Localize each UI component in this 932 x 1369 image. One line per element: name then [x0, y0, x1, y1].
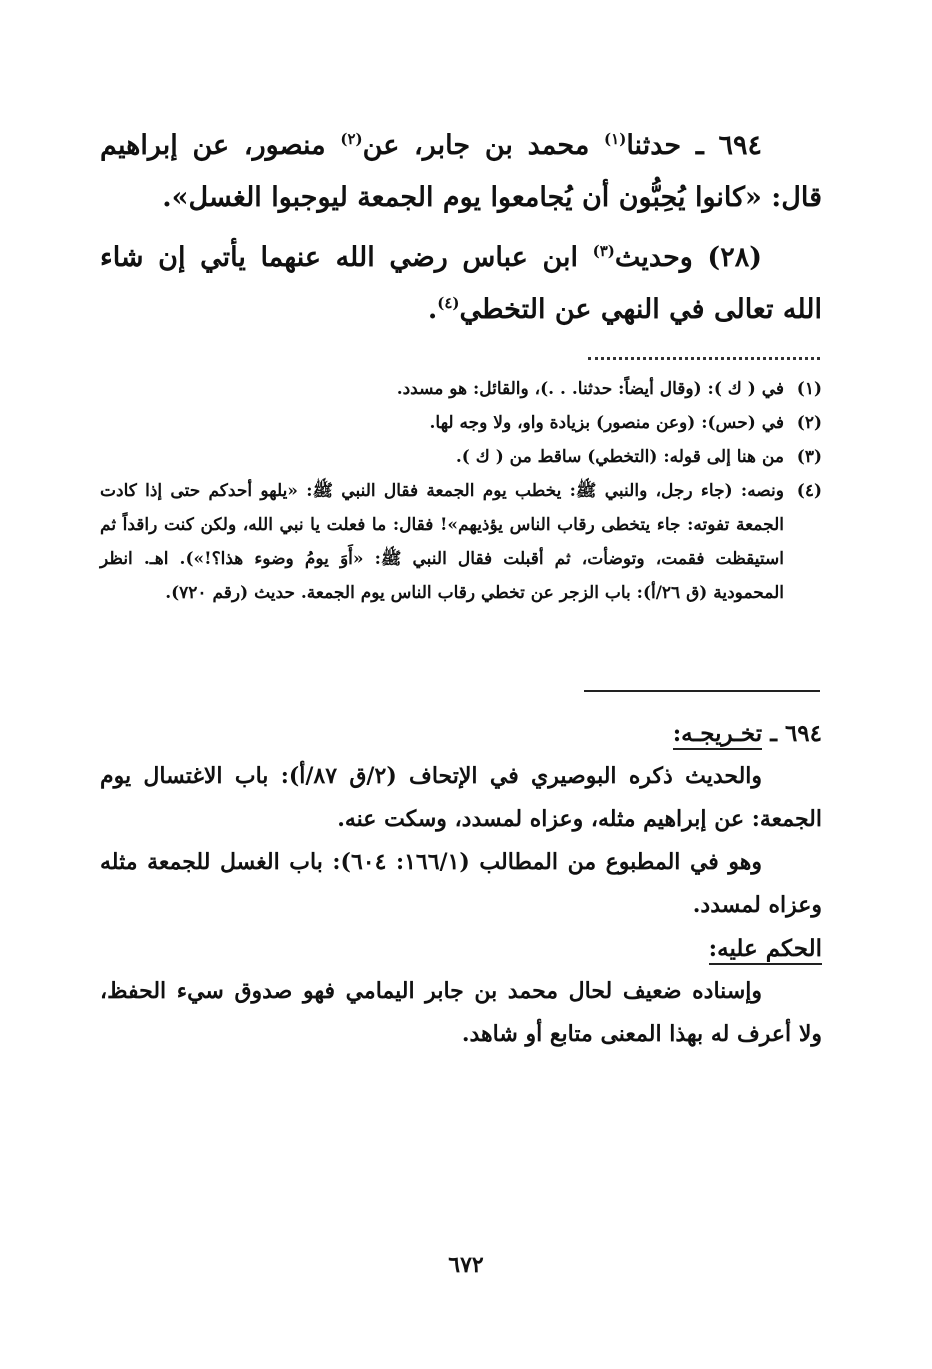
- cross-ref-text-a: (٢٨) وحديث: [614, 242, 762, 273]
- footnote-ref-3: (٣): [592, 242, 615, 260]
- footnote-text: ونصه: (جاء رجل، والنبي ﷺ: يخطب يوم الجمعة فقال النبي ﷺ: «يلهو أحدكم حتى إذا كادت الجمعة تفوته: جاء يتخطى رقاب الناس يؤذيهم»! فقال: ما فعلت يا نبي الله، ولكن كنت راقداً ثم استيقظت فقمت، وتوضأت، ثم أقبلت فقال النبي ﷺ: «أَوَ يومُ وضوء هذا؟!»). اهـ. انظر المحمودية (ق ٢٦/أ): باب الزجر عن تخطي رقاب الناس يوم الجمعة. حديث (رقم ٧٢٠).: [100, 481, 784, 603]
- hadith-number: ٦٩٤ ـ: [695, 130, 763, 161]
- footnote-text: في ( ك ): (وقال أيضاً: حدثنا. . .)، والقائل: هو مسدد.: [396, 379, 784, 399]
- footnote-text: من هنا إلى قوله: (التخطي) ساقط من ( ك ).: [455, 447, 784, 467]
- footnote-ref-1: (١): [604, 130, 627, 148]
- footnote-4: [100, 474, 822, 610]
- takhrij-section: [100, 712, 822, 1056]
- footnote-number: (١): [796, 379, 822, 399]
- footnote-1: [100, 372, 822, 406]
- hadith-text-b: محمد بن جابر، عن: [362, 130, 605, 161]
- footnote-number: (٣): [796, 447, 822, 467]
- footnote-number: (٤): [796, 481, 822, 501]
- hadith-text-a: حدثنا: [626, 130, 682, 161]
- footnote-text: في (حس): (وعن منصور) بزيادة واو، ولا وجه لها.: [429, 413, 784, 433]
- hadith-text-c: منصور، عن إبراهيم قال: «كانوا يُحِبُّون أن يُجامعوا يوم الجمعة ليوجبوا الغسل».: [100, 130, 822, 213]
- footnote-ref-2: (٢): [340, 130, 363, 148]
- cross-ref-text-c: .: [427, 294, 438, 325]
- footnote-ref-4: (٤): [437, 294, 460, 312]
- ruling-paragraph: وإسناده ضعيف لحال محمد بن جابر اليمامي فهو صدوق سيء الحفظ، ولا أعرف له بهذا المعنى متابع أو شاهد.: [100, 978, 822, 1047]
- hadith-paragraph: [100, 120, 822, 224]
- cross-ref-text-b: ابن عباس رضي الله عنهما يأتي إن شاء الله تعالى في النهي عن التخطي: [100, 242, 822, 325]
- takhrij-paragraph-1: والحديث ذكره البوصيري في الإتحاف (٢/ق ٨٧/أ): باب الاغتسال يوم الجمعة: عن إبراهيم مثله، وعزاه لمسدد، وسكت عنه.: [100, 763, 822, 832]
- footnote-3: [100, 440, 822, 474]
- ruling-title: الحكم عليه:: [709, 935, 822, 965]
- section-divider: [584, 690, 820, 692]
- footnote-2: [100, 406, 822, 440]
- takhrij-heading: [100, 712, 822, 755]
- ruling-heading: [100, 927, 822, 970]
- page-number: ٦٧٢: [448, 1252, 484, 1278]
- footnote-number: (٢): [796, 413, 822, 433]
- main-text: [100, 120, 822, 344]
- cross-reference-paragraph: [100, 232, 822, 336]
- takhrij-title: تخـريجـه:: [673, 720, 762, 750]
- footnotes: [100, 372, 822, 610]
- takhrij-number: ٦٩٤ ـ: [770, 720, 822, 747]
- takhrij-paragraph-2: وهو في المطبوع من المطالب (١٦٦/١: ٦٠٤): باب الغسل للجمعة مثله وعزاه لمسدد.: [100, 849, 822, 918]
- footnote-separator-dots: [588, 345, 820, 360]
